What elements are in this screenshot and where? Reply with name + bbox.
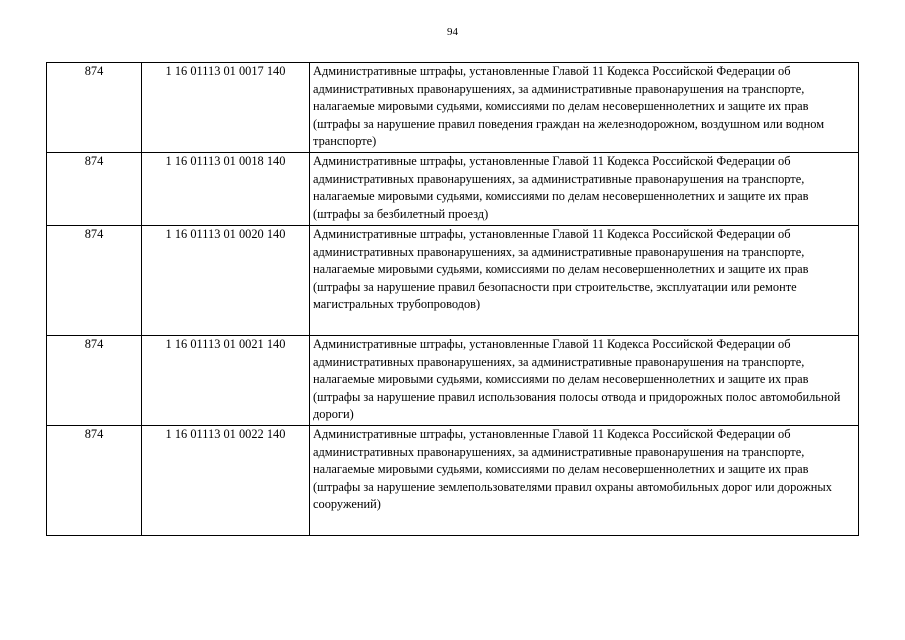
page-number: 94 xyxy=(447,26,458,38)
kbk-code-cell: 1 16 01113 01 0022 140 xyxy=(142,426,310,536)
table-row xyxy=(47,63,859,153)
description-cell: Административные штрафы, установленные Главой 11 Кодекса Российской Федерации об административных правонарушениях, за административные правонарушения на транспорте, налагаемые мировыми судьями, комиссиями по делам несовершеннолетних и защите их прав (штрафы за нарушение землепользователями правил охраны автомобильных дорог или дорожных сооружений) xyxy=(310,426,859,536)
admin-code-cell: 874 xyxy=(47,336,142,426)
table-row xyxy=(47,226,859,336)
admin-code-cell: 874 xyxy=(47,426,142,536)
table-row xyxy=(47,426,859,536)
table-row xyxy=(47,153,859,226)
admin-code-cell: 874 xyxy=(47,153,142,226)
kbk-code-cell: 1 16 01113 01 0018 140 xyxy=(142,153,310,226)
kbk-code-cell: 1 16 01113 01 0017 140 xyxy=(142,63,310,153)
kbk-code-cell: 1 16 01113 01 0020 140 xyxy=(142,226,310,336)
kbk-code-cell: 1 16 01113 01 0021 140 xyxy=(142,336,310,426)
description-cell: Административные штрафы, установленные Главой 11 Кодекса Российской Федерации об административных правонарушениях, за административные правонарушения на транспорте, налагаемые мировыми судьями, комиссиями по делам несовершеннолетних и защите их прав (штрафы за нарушение правил использования полосы отвода и придорожных полос автомобильной дороги) xyxy=(310,336,859,426)
admin-code-cell: 874 xyxy=(47,63,142,153)
admin-code-cell: 874 xyxy=(47,226,142,336)
description-cell: Административные штрафы, установленные Главой 11 Кодекса Российской Федерации об административных правонарушениях, за административные правонарушения на транспорте, налагаемые мировыми судьями, комиссиями по делам несовершеннолетних и защите их прав (штрафы за нарушение правил безопасности при строительстве, эксплуатации или ремонте магистральных трубопроводов) xyxy=(310,226,859,336)
description-cell: Административные штрафы, установленные Главой 11 Кодекса Российской Федерации об административных правонарушениях, за административные правонарушения на транспорте, налагаемые мировыми судьями, комиссиями по делам несовершеннолетних и защите их прав (штрафы за безбилетный проезд) xyxy=(310,153,859,226)
description-cell: Административные штрафы, установленные Главой 11 Кодекса Российской Федерации об административных правонарушениях, за административные правонарушения на транспорте, налагаемые мировыми судьями, комиссиями по делам несовершеннолетних и защите их прав (штрафы за нарушение правил поведения граждан на железнодорожном, воздушном или водном транспорте) xyxy=(310,63,859,153)
budget-codes-table xyxy=(46,62,859,536)
table-row xyxy=(47,336,859,426)
